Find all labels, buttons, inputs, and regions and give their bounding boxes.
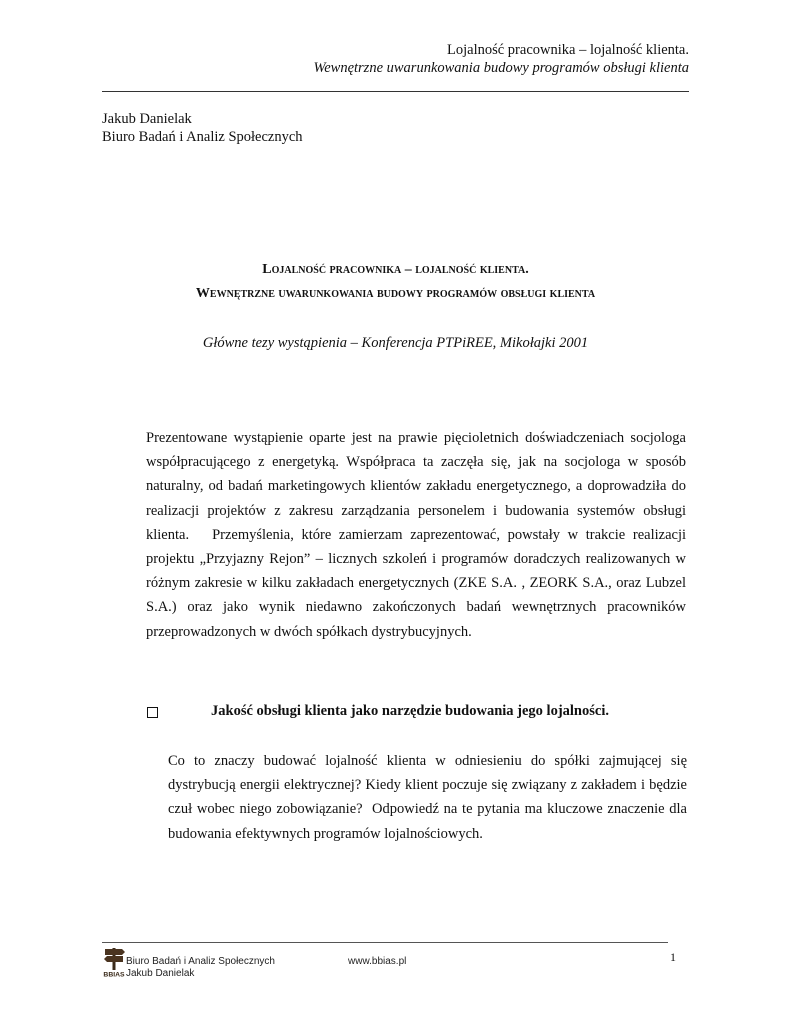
author-name: Jakub Danielak <box>102 111 192 127</box>
paragraph-line: Prezentowane wystąpienie oparte jest na prawie pięcioletnich doświadczeniach socjologa <box>146 430 686 446</box>
page-number: 1 <box>670 950 676 964</box>
paragraph-line: naturalny, od badań marketingowych klientów zakładu energetycznego, a doprowadziła do <box>146 478 686 495</box>
paragraph-line: klienta. Przemyślenia, które zamierzam zaprezentować, powstały w trakcie realizacji <box>146 526 686 543</box>
checkbox-square-icon <box>147 707 158 718</box>
paragraph-line: różnym zakresie w kilku zakładach energetycznych (ZKE S.A. , ZEORK S.A., oraz Lubzel <box>146 575 686 592</box>
section-paragraph <box>168 749 687 846</box>
header-divider <box>102 91 689 92</box>
document-title-line-2: Wewnętrzne uwarunkowania budowy programów obsługi klienta <box>195 286 596 301</box>
footer-author: Jakub Danielak <box>126 968 195 979</box>
document-title-line-1: Lojalność pracownika – lojalność klienta. <box>262 262 529 277</box>
paragraph-line: budowania efektywnych programów lojalnościowych. <box>168 825 483 842</box>
intro-paragraph <box>146 426 686 644</box>
paragraph-line: czuł wobec niego zobowiązanie? Odpowiedź na te pytania ma kluczowe znaczenie dla <box>168 801 687 818</box>
document-subtitle: Główne tezy wystąpienia – Konferencja PTPiREE, Mikołajki 2001 <box>202 335 589 351</box>
footer-divider <box>102 942 668 943</box>
paragraph-line: realizacji projektów z zakresu zarządzania personelem i budowania systemów obsługi <box>146 502 686 519</box>
paragraph-line: dystrybucją energii elektrycznej? Kiedy klient poczuje się związany z zakładem i będzie <box>168 777 687 794</box>
logo-text: BBIAS <box>103 971 125 978</box>
section-heading: Jakość obsługi klienta jako narzędzie budowania jego lojalności. <box>211 703 609 719</box>
bbias-logo-icon <box>102 946 126 978</box>
paragraph-line: współpracującego z energetyką. Współpraca ta zaczęła się, jak na socjologa w sposób <box>146 454 686 471</box>
paragraph-line: projektu „Przyjazny Rejon” – licznych szkoleń i programów doradczych realizowanych w <box>146 550 686 567</box>
author-organization: Biuro Badań i Analiz Społecznych <box>102 129 303 145</box>
footer-website-link[interactable]: www.bbias.pl <box>348 956 407 967</box>
running-header-line-1: Lojalność pracownika – lojalność klienta. <box>447 42 689 58</box>
paragraph-line: przeprowadzonych w dwóch spółkach dystrybucyjnych. <box>146 623 472 640</box>
paragraph-line: S.A.) oraz jako wynik niedawno zakończonych badań wewnętrznych pracowników <box>146 599 686 616</box>
paragraph-line: Co to znaczy budować lojalność klienta w odniesieniu do spółki zajmującej się <box>168 753 687 769</box>
footer-organization: Biuro Badań i Analiz Społecznych <box>126 956 275 967</box>
running-header-line-2: Wewnętrzne uwarunkowania budowy programów obsługi klienta <box>313 60 689 76</box>
